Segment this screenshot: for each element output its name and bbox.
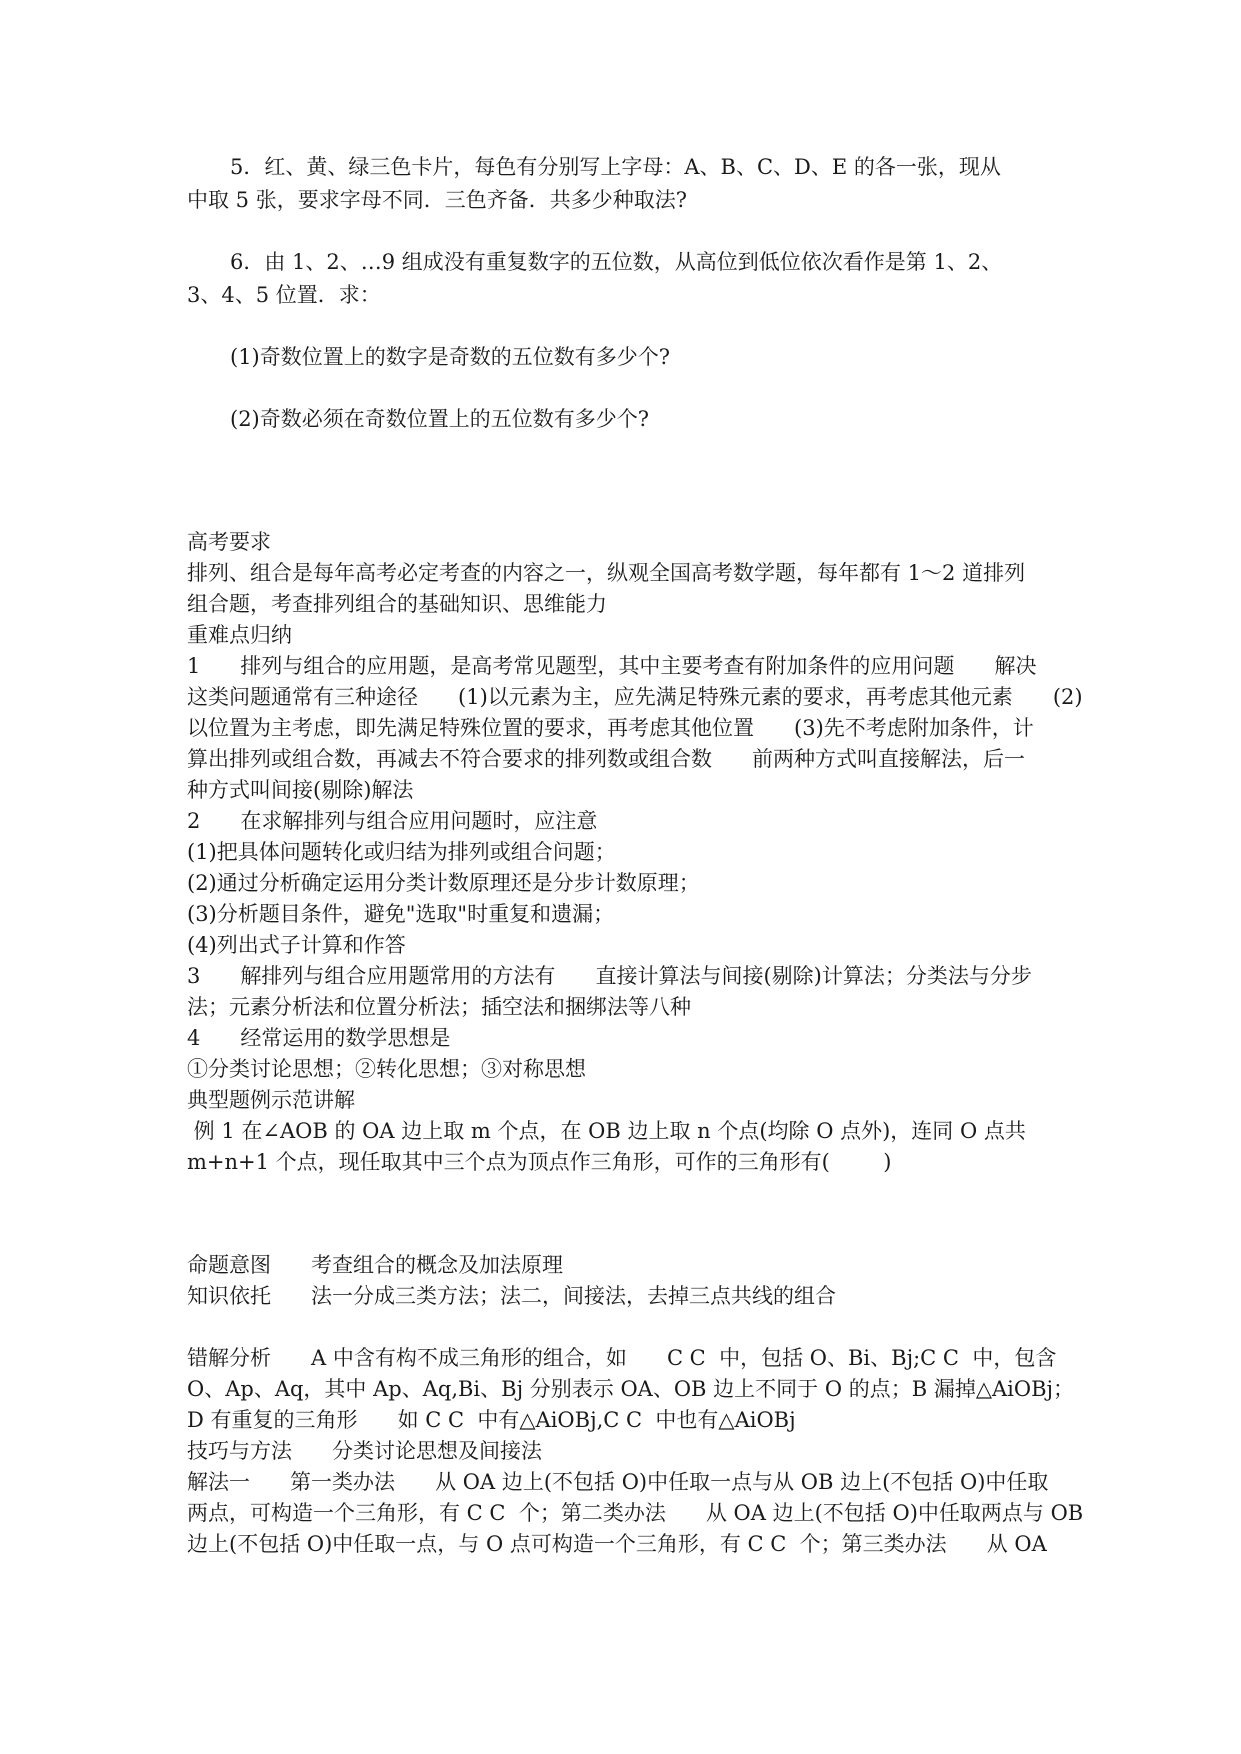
key-point-line: 这类问题通常有三种途径 (1)以元素为主，应先满足特殊元素的要求，再考虑其他元素 (2) [187,685,1083,709]
problem-6-question-1: (1)奇数位置上的数字是奇数的五位数有多少个? [230,345,671,369]
example-1-line-2: m+n+1 个点，现任取其中三个点为顶点作三角形，可作的三角形有( ) [187,1150,892,1174]
technique-method: 技巧与方法 分类讨论思想及间接法 [187,1439,543,1463]
key-point-line: 1 排列与组合的应用题，是高考常见题型，其中主要考查有附加条件的应用问题 解决 [187,654,1037,678]
key-point-line: 种方式叫间接(剔除)解法 [187,778,414,802]
key-point-line: (1)把具体问题转化或归结为排列或组合问题； [187,840,616,864]
key-point-line: 以位置为主考虑，即先满足特殊位置的要求，再考虑其他位置 (3)先不考虑附加条件，计 [187,716,1034,740]
key-point-line: (4)列出式子计算和作答 [187,933,406,957]
error-analysis-line: D 有重复的三角形 如 C C 中有△AiOBj,C C 中也有△AiOBj [187,1408,796,1432]
exam-requirements-line-1: 排列、组合是每年高考必定考查的内容之一，纵观全国高考数学题，每年都有 1～2 道排列 [187,561,1026,585]
problem-6-question-2: (2)奇数必须在奇数位置上的五位数有多少个? [230,407,650,431]
knowledge-basis: 知识依托 法一分成三类方法；法二，间接法，去掉三点共线的组合 [187,1284,837,1308]
key-point-line: 算出排列或组合数，再减去不符合要求的排列数或组合数 前两种方式叫直接解法，后一 [187,747,1026,771]
key-point-line: ①分类讨论思想；②转化思想；③对称思想 [187,1057,586,1081]
error-analysis-line: O、Ap、Aq，其中 Ap、Aq,Bi、Bj 分别表示 OA、OB 边上不同于 O 的点；B 漏掉△AiOBj； [187,1377,1075,1401]
problem-6-line-2: 3、4、5 位置．求： [187,283,381,307]
key-point-line: 3 解排列与组合应用题常用的方法有 直接计算法与间接(剔除)计算法；分类法与分步 [187,964,1032,988]
key-point-line: (3)分析题目条件，避免"选取"时重复和遗漏； [187,902,615,926]
solution-line: 两点，可构造一个三角形，有 C C 个；第二类办法 从 OA 边上(不包括 O)中任取两点与 OB [187,1501,1084,1525]
key-point-line: 2 在求解排列与组合应用问题时，应注意 [187,809,598,833]
key-points-heading: 重难点归纳 [187,623,292,647]
problem-intent: 命题意图 考查组合的概念及加法原理 [187,1253,564,1277]
problem-6-line-1: 6．由 1、2、…9 组成没有重复数字的五位数，从高位到低位依次看作是第 1、2、 [230,250,1003,274]
key-point-line: 法；元素分析法和位置分析法；插空法和捆绑法等八种 [187,995,691,1019]
solution-line: 边上(不包括 O)中任取一点，与 O 点可构造一个三角形，有 C C 个；第三类办法 从 OA [187,1532,1047,1556]
example-1-line-1: 例 1 在∠AOB 的 OA 边上取 m 个点，在 OB 边上取 n 个点(均除 O 点外)，连同 O 点共 [187,1119,1026,1143]
examples-heading: 典型题例示范讲解 [187,1088,355,1112]
error-analysis-line: 错解分析 A 中含有构不成三角形的组合，如 C C 中，包括 O、Bi、Bj;C C 中，包含 [187,1346,1057,1370]
exam-requirements-line-2: 组合题，考查排列组合的基础知识、思维能力 [187,592,607,616]
problem-5-line-2: 中取 5 张，要求字母不同．三色齐备．共多少种取法? [187,188,687,212]
key-point-line: 4 经常运用的数学思想是 [187,1026,451,1050]
problem-5-line-1: 5．红、黄、绿三色卡片，每色有分别写上字母：A、B、C、D、E 的各一张，现从 [230,155,1001,179]
key-point-line: (2)通过分析确定运用分类计数原理还是分步计数原理； [187,871,700,895]
exam-requirements-heading: 高考要求 [187,530,271,554]
solution-line: 解法一 第一类办法 从 OA 边上(不包括 O)中任取一点与从 OB 边上(不包括 O)中任取 [187,1470,1049,1494]
